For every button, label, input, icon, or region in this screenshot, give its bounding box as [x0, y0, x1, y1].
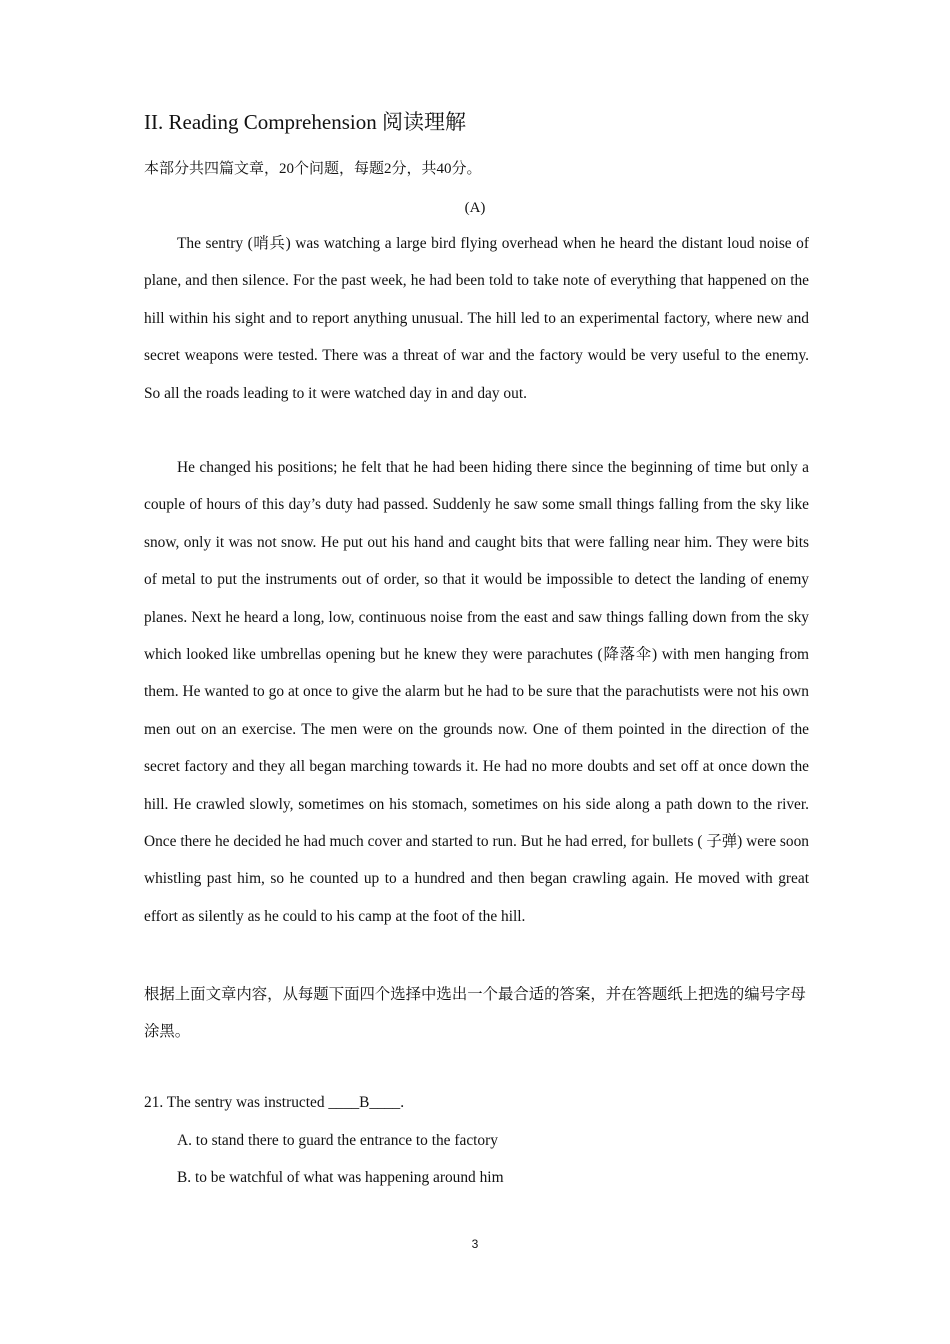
question-21-stem: 21. The sentry was instructed ____B____. [144, 1094, 405, 1111]
passage-paragraph-2: He changed his positions; he felt that he had been hiding there since the beginning of time but only a couple of hours of this day’s duty had passed. Suddenly he saw some small things falling from the sky like snow, only it was not snow. He put out his hand and caught bits that were falling near him. They were bits of metal to put the instruments out of order, so that it would be impossible to detect the landing of enemy planes. Next he heard a long, low, continuous noise from the east and saw things falling down from the sky which looked like umbrellas opening but he knew they were parachutes (降落伞) with men hanging from them. He wanted to go at once to give the alarm but he had to be sure that the parachutists were not his own men out on an exercise. The men were on the grounds now. One of them pointed in the direction of the secret factory and they all began marching towards it. He had no more doubts and set off at once down the hill. He crawled slowly, sometimes on his stomach, sometimes on his side along a path down to the river. Once there he decided he had much cover and started to run. But he had erred, for bullets ( 子弹) were soon whistling past him, so he counted up to a hundred and then began crawling again. He moved with great effort as silently as he could to his camp at the foot of the hill. [144, 459, 809, 925]
section-intro: 本部分共四篇文章，20个问题，每题2分，共40分。 [144, 161, 482, 177]
page-number: 3 [471, 1237, 479, 1251]
passage-label: (A) [464, 200, 486, 216]
question-21-option-b: B. to be watchful of what was happening around him [177, 1169, 504, 1186]
question-21-option-a: A. to stand there to guard the entrance to the factory [177, 1132, 498, 1149]
passage-paragraph-1: The sentry (哨兵) was watching a large bird flying overhead when he heard the distant loud noise of plane, and then silence. For the past week, he had been told to take note of everything that happened on the hill within his sight and to report anything unusual. The hill led to an experimental factory, where new and secret weapons were tested. There was a threat of war and the factory would be very useful to the enemy. So all the roads leading to it were watched day in and day out. [144, 235, 809, 402]
section-title: II. Reading Comprehension 阅读理解 [144, 110, 466, 134]
answer-instruction: 根据上面文章内容，从每题下面四个选择中选出一个最合适的答案，并在答题纸上把选的编号字母涂黑。 [144, 986, 806, 1040]
